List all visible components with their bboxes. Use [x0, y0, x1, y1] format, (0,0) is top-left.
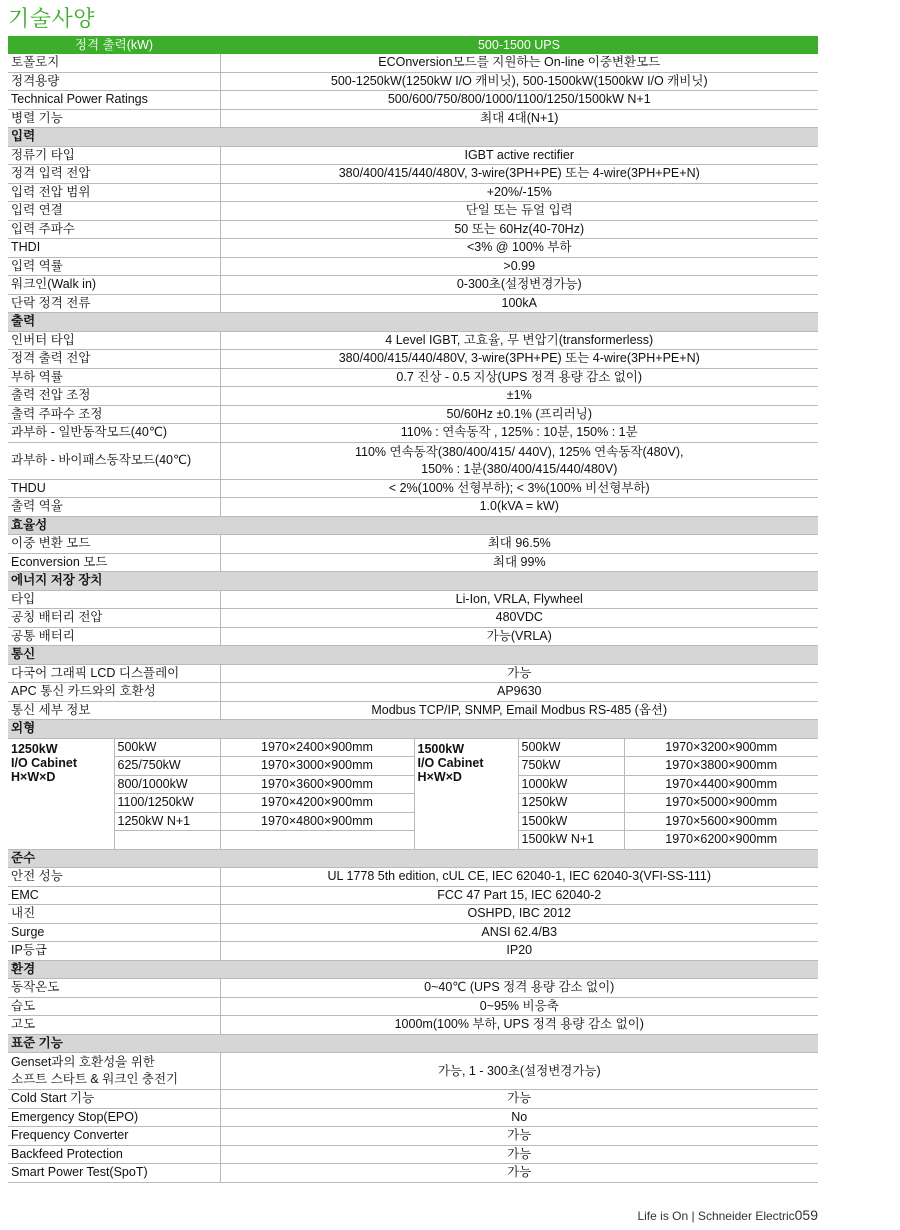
spec-value: 최대 4대(N+1) [220, 109, 818, 128]
spec-value: No [220, 1108, 818, 1127]
spec-row [8, 239, 818, 258]
spec-value: UL 1778 5th edition, cUL CE, IEC 62040-1, IEC 62040-3(VFI-SS-111) [220, 868, 818, 887]
cabinet-label-line: I/O Cabinet [11, 755, 77, 770]
spec-label: 입력 주파수 [8, 220, 220, 239]
spec-value: 가능 [220, 1145, 818, 1164]
spec-row [8, 257, 818, 276]
spec-label: 단락 정격 전류 [8, 294, 220, 313]
spec-value: +20%/-15% [220, 183, 818, 202]
dimension-value: 1970×3000×900mm [220, 757, 414, 776]
spec-row [8, 72, 818, 91]
spec-label: 입력 연결 [8, 202, 220, 221]
spec-value: 가능 [220, 1090, 818, 1109]
dimension-rating: 625/750kW [114, 757, 220, 776]
section-title: 에너지 저장 장치 [8, 572, 818, 591]
spec-value: 500/600/750/800/1000/1100/1250/1500kW N+1 [220, 91, 818, 110]
spec-row [8, 368, 818, 387]
spec-value: 단일 또는 듀얼 입력 [220, 202, 818, 221]
dimensions-block [8, 738, 818, 849]
section-header [8, 849, 818, 868]
spec-value: 50 또는 60Hz(40-70Hz) [220, 220, 818, 239]
spec-value: IGBT active rectifier [220, 146, 818, 165]
section-title: 입력 [8, 128, 818, 147]
spec-value: FCC 47 Part 15, IEC 62040-2 [220, 886, 818, 905]
dimensions-cell [8, 738, 818, 849]
dimension-row [8, 812, 818, 831]
spec-row [8, 146, 818, 165]
spec-label: IP등급 [8, 942, 220, 961]
spec-value: 380/400/415/440/480V, 3-wire(3PH+PE) 또는 4-wire(3PH+PE+N) [220, 350, 818, 369]
spec-label: 출력 역율 [8, 498, 220, 517]
dimension-value: 1970×3200×900mm [624, 739, 818, 757]
section-header [8, 720, 818, 739]
spec-row [8, 1053, 818, 1090]
spec-row [8, 183, 818, 202]
spec-value-line: 110% 연속동작(380/400/415/ 440V), 125% 연속동작(480V), [355, 444, 684, 459]
spec-value: 0-300초(설정변경가능) [220, 276, 818, 295]
dimension-rating: 1100/1250kW [114, 794, 220, 813]
section-header [8, 313, 818, 332]
spec-row [8, 664, 818, 683]
cabinet-label-line: I/O Cabinet [417, 755, 484, 770]
spec-label: 다국어 그래픽 LCD 디스플레이 [8, 664, 220, 683]
spec-table [8, 36, 818, 1183]
spec-row [8, 979, 818, 998]
spec-label: 병렬 기능 [8, 109, 220, 128]
footer-brand-text: Life is On | Schneider Electric [637, 1209, 795, 1223]
section-header [8, 572, 818, 591]
dimension-rating: 1000kW [518, 775, 624, 794]
spec-label: 정격용량 [8, 72, 220, 91]
footer-brand [637, 1209, 818, 1223]
spec-row [8, 405, 818, 424]
spec-value: 가능, 1 - 300초(설정변경가능) [220, 1053, 818, 1090]
spec-row [8, 1145, 818, 1164]
spec-row [8, 387, 818, 406]
spec-row [8, 424, 818, 443]
spec-row [8, 1164, 818, 1183]
spec-label: 습도 [8, 997, 220, 1016]
spec-label: 이중 변환 모드 [8, 535, 220, 554]
spec-value: 0~40℃ (UPS 정격 용량 감소 없이) [220, 979, 818, 998]
spec-row [8, 479, 818, 498]
dimension-rating: 750kW [518, 757, 624, 776]
dimension-row [8, 757, 818, 776]
dimension-rating: 1500kW [518, 812, 624, 831]
spec-value: 480VDC [220, 609, 818, 628]
dimension-value [220, 831, 414, 849]
dimension-row [8, 775, 818, 794]
spec-label: 타입 [8, 590, 220, 609]
section-title: 출력 [8, 313, 818, 332]
dimension-rating: 1250kW [518, 794, 624, 813]
spec-value: 최대 99% [220, 553, 818, 572]
spec-row [8, 683, 818, 702]
table-header [8, 36, 818, 54]
spec-row [8, 442, 818, 479]
spec-label: 부하 역률 [8, 368, 220, 387]
spec-label: 정격 출력 전압 [8, 350, 220, 369]
spec-row [8, 54, 818, 72]
spec-label: 정격 입력 전압 [8, 165, 220, 184]
spec-value: 50/60Hz ±0.1% (프리러닝) [220, 405, 818, 424]
spec-label [8, 1053, 220, 1090]
spec-label: Cold Start 기능 [8, 1090, 220, 1109]
spec-value [220, 442, 818, 479]
spec-value: 4 Level IGBT, 고효율, 무 변압기(transformerless) [220, 331, 818, 350]
page-number: 059 [794, 1207, 818, 1223]
spec-label: Emergency Stop(EPO) [8, 1108, 220, 1127]
spec-label-line: Genset과의 호환성을 위한 [11, 1055, 155, 1069]
spec-row [8, 91, 818, 110]
spec-row [8, 1090, 818, 1109]
dimension-value: 1970×4800×900mm [220, 812, 414, 831]
spec-row [8, 942, 818, 961]
dimension-value: 1970×4200×900mm [220, 794, 414, 813]
spec-value: <3% @ 100% 부하 [220, 239, 818, 258]
dimension-value: 1970×5000×900mm [624, 794, 818, 813]
dimension-value: 1970×3800×900mm [624, 757, 818, 776]
section-header [8, 960, 818, 979]
spec-row [8, 1127, 818, 1146]
spec-row [8, 331, 818, 350]
spec-label: 내진 [8, 905, 220, 924]
spec-value: AP9630 [220, 683, 818, 702]
spec-label: Technical Power Ratings [8, 91, 220, 110]
section-title: 환경 [8, 960, 818, 979]
dimension-rating: 1250kW N+1 [114, 812, 220, 831]
spec-label: 공통 배터리 [8, 627, 220, 646]
spec-label: 인버터 타입 [8, 331, 220, 350]
spec-label-line: 소프트 스타트 & 워크인 충전기 [11, 1072, 179, 1086]
spec-value: 0~95% 비응축 [220, 997, 818, 1016]
spec-row [8, 350, 818, 369]
spec-label: 입력 역률 [8, 257, 220, 276]
spec-row [8, 997, 818, 1016]
spec-row [8, 886, 818, 905]
page-title: 기술사양 [8, 7, 96, 32]
spec-row [8, 165, 818, 184]
spec-label: THDI [8, 239, 220, 258]
spec-label: EMC [8, 886, 220, 905]
spec-label: 안전 성능 [8, 868, 220, 887]
dimension-value: 1970×6200×900mm [624, 831, 818, 849]
spec-label: 과부하 - 바이패스동작모드(40℃) [8, 442, 220, 479]
spec-value: ±1% [220, 387, 818, 406]
spec-label: Backfeed Protection [8, 1145, 220, 1164]
spec-row [8, 498, 818, 517]
spec-value: ANSI 62.4/B3 [220, 923, 818, 942]
spec-label: APC 통신 카드와의 호환성 [8, 683, 220, 702]
spec-value: >0.99 [220, 257, 818, 276]
spec-row [8, 923, 818, 942]
dimension-value: 1970×3600×900mm [220, 775, 414, 794]
spec-value: 500-1250kW(1250kW I/O 캐비닛), 500-1500kW(1500kW I/O 캐비닛) [220, 72, 818, 91]
spec-label: Frequency Converter [8, 1127, 220, 1146]
section-header [8, 128, 818, 147]
spec-value: 110% : 연속동작 , 125% : 10분, 150% : 1분 [220, 424, 818, 443]
header-value: 500-1500 UPS [220, 36, 818, 54]
section-header [8, 646, 818, 665]
dimension-row [8, 794, 818, 813]
dimension-row [8, 831, 818, 849]
spec-label: 워크인(Walk in) [8, 276, 220, 295]
spec-label: 출력 전압 조정 [8, 387, 220, 406]
dimension-rating [114, 831, 220, 849]
section-title: 효율성 [8, 516, 818, 535]
spec-value-line: 150% : 1분(380/400/415/440/480V) [421, 461, 618, 476]
header-label: 정격 출력(kW) [8, 36, 220, 54]
spec-value: Li-Ion, VRLA, Flywheel [220, 590, 818, 609]
spec-row [8, 1108, 818, 1127]
spec-value: 최대 96.5% [220, 535, 818, 554]
dimension-value: 1970×4400×900mm [624, 775, 818, 794]
spec-label: Smart Power Test(SpoT) [8, 1164, 220, 1183]
dimension-row [8, 739, 818, 757]
section-title: 외형 [8, 720, 818, 739]
spec-row [8, 294, 818, 313]
dimensions-table [8, 739, 818, 849]
spec-row [8, 868, 818, 887]
spec-value: 1.0(kVA = kW) [220, 498, 818, 517]
spec-row [8, 1016, 818, 1035]
spec-row [8, 202, 818, 221]
spec-value: IP20 [220, 942, 818, 961]
spec-value: 1000m(100% 부하, UPS 정격 용량 감소 없이) [220, 1016, 818, 1035]
spec-label: 출력 주파수 조정 [8, 405, 220, 424]
spec-value: 100kA [220, 294, 818, 313]
cabinet-label [8, 739, 114, 849]
dimension-rating: 500kW [518, 739, 624, 757]
spec-value: 가능 [220, 664, 818, 683]
spec-label: 통신 세부 정보 [8, 701, 220, 720]
spec-value: 가능 [220, 1164, 818, 1183]
spec-value: 가능 [220, 1127, 818, 1146]
spec-label: 정류기 타입 [8, 146, 220, 165]
spec-row [8, 220, 818, 239]
dimension-rating: 500kW [114, 739, 220, 757]
cabinet-label [414, 739, 518, 849]
spec-row [8, 590, 818, 609]
dimension-rating: 800/1000kW [114, 775, 220, 794]
cabinet-label-line: 1250kW [11, 741, 58, 756]
spec-row [8, 905, 818, 924]
section-title: 준수 [8, 849, 818, 868]
spec-label: 과부하 - 일반동작모드(40℃) [8, 424, 220, 443]
spec-label: 고도 [8, 1016, 220, 1035]
dimension-value: 1970×5600×900mm [624, 812, 818, 831]
spec-row [8, 109, 818, 128]
spec-value: OSHPD, IBC 2012 [220, 905, 818, 924]
section-title: 통신 [8, 646, 818, 665]
spec-row [8, 276, 818, 295]
spec-label: Econversion 모드 [8, 553, 220, 572]
spec-label: 동작온도 [8, 979, 220, 998]
cabinet-label-line: H×W×D [417, 769, 462, 784]
spec-row [8, 609, 818, 628]
cabinet-label-line: 1500kW [417, 741, 465, 756]
spec-value: Modbus TCP/IP, SNMP, Email Modbus RS-485 (옵션) [220, 701, 818, 720]
spec-row [8, 627, 818, 646]
spec-label: 토폴로지 [8, 54, 220, 72]
spec-row [8, 535, 818, 554]
spec-value: 0.7 진상 - 0.5 지상(UPS 정격 용량 감소 없이) [220, 368, 818, 387]
spec-value: ECOnversion모드를 지원하는 On-line 이중변환모드 [220, 54, 818, 72]
section-header [8, 1034, 818, 1053]
spec-value: 가능(VRLA) [220, 627, 818, 646]
cabinet-label-line: H×W×D [11, 769, 56, 784]
spec-value: < 2%(100% 선형부하); < 3%(100% 비선형부하) [220, 479, 818, 498]
spec-row [8, 553, 818, 572]
spec-label: 공칭 배터리 전압 [8, 609, 220, 628]
section-title: 표준 기능 [8, 1034, 818, 1053]
section-header [8, 516, 818, 535]
spec-label: 입력 전압 범위 [8, 183, 220, 202]
spec-label: THDU [8, 479, 220, 498]
dimension-rating: 1500kW N+1 [518, 831, 624, 849]
spec-value: 380/400/415/440/480V, 3-wire(3PH+PE) 또는 4-wire(3PH+PE+N) [220, 165, 818, 184]
spec-row [8, 701, 818, 720]
dimension-value: 1970×2400×900mm [220, 739, 414, 757]
spec-label: Surge [8, 923, 220, 942]
